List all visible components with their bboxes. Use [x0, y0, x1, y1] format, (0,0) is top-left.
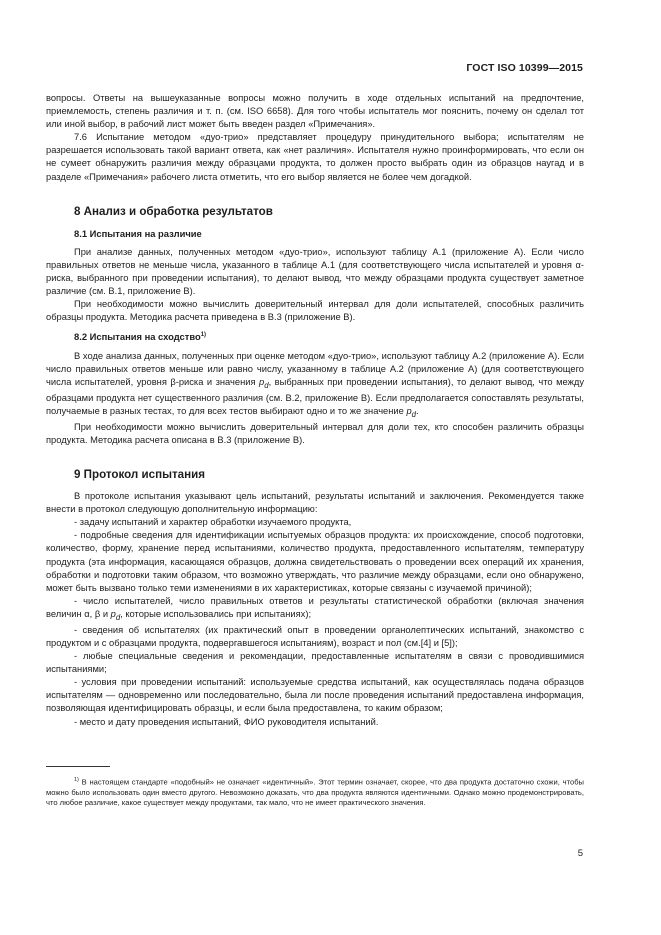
page-number: 5: [577, 848, 583, 859]
subsection-8-2-heading: [74, 329, 584, 343]
footnote-ref: 1): [200, 332, 207, 339]
list-item: - подробные сведения для идентификации испытуемых образцов продукта: их происхождение, способ подготовки, количество, форму, хранение перед испытаниями, количество продукта, предоставленного испытателям, температуру продукта (эта информация, касающаяся образцов, должна свидетельствовать о проведении всех операций их хранения, обработки и подготовки таким образом, что возможно утверждать, что различие между образцами, если оно обнаружено, может быть вызвано только теми изменениями в их характеристиках, которые связаны с изучаемой причиной);: [46, 530, 584, 593]
footnote-divider: [46, 766, 110, 767]
list-item: - задачу испытаний и характер обработки изучаемого продукта,: [74, 517, 352, 528]
text-run: .: [415, 405, 419, 416]
pd-symbol: $p_d$: [259, 376, 269, 390]
paragraph: вопросы. Ответы на вышеуказанные вопросы можно получить в ходе отдельных испытаний на предпочтение, приемлемость, степень различия и т. п. (см. ISO 6658). Для того чтобы испытатель мог пояснить, почему он сделал тот или иной выбор, в рабочий лист может быть введен раздел «Примечания».: [46, 93, 584, 130]
list-item: - условия при проведении испытаний: используемые средства испытаний, как осуществлялась подача образцов испытателям — одновременно или последовательно, была ли после проведения испытаний предоставлена информация, позволяющая идентифицировать образцы, и если была предоставлена, то каким образом;: [46, 677, 584, 714]
text-run: , выбранных при проведении испытания), то делают вывод, что между образцами продукта нет существенного различия (см. В.2, приложение В). Если предполагается сопоставлять результаты, получаемые в разных тестах, то для всех тестов выбирают одно и то же значение: [46, 376, 584, 416]
subsection-8-1-heading: 8.1 Испытания на различие: [74, 227, 202, 239]
paragraph-7-6: 7.6 Испытание методом «дуо-трио» представляет процедуру принудительного выбора; испытателям не разрешается использовать такой вариант ответа, как «нет различия». Испытателя нужно проинформировать, что если он не сумеет обнаружить различия между образцами продукта, то должен просто выбрать один из образцов наугад и в разделе «Примечания» рабочего листа отметить, что его выбор является не более чем догадкой.: [46, 132, 584, 182]
document-body: [46, 92, 584, 729]
paragraph: При анализе данных, полученных методом «дуо-трио», используют таблицу А.1 (приложение А). Если число правильных ответов не меньше числа, указанного в таблице А.1 (для соответствующего числа испытателей и уровня α-риска, выбранного при проведении испытания), то делают вывод, что между образцами продукта существует заметное различие (см. В.1, приложение В).: [46, 246, 584, 297]
pd-symbol: $p_d$: [406, 405, 416, 419]
pd-symbol: $p_d$: [110, 608, 121, 622]
section-8-heading: 8 Анализ и обработка результатов: [74, 204, 273, 218]
list-item: - место и дату проведения испытаний, ФИО руководителя испытаний.: [74, 716, 379, 727]
list-item: - сведения об испытателях (их практический опыт в проведении органолептических испытаний, знакомство с продуктом и с образцами продукта, подвергавшегося испытаниям), возраст и пол (см.[4] и [5]);: [46, 624, 584, 648]
section-9-heading: 9 Протокол испытания: [74, 468, 206, 481]
paragraph: [46, 350, 584, 421]
subsection-title: 8.2 Испытания на сходство: [74, 331, 201, 343]
paragraph: В протоколе испытания указывают цель испытаний, результаты испытаний и заключения. Рекомендуется также внести в протокол следующую дополнительную информацию:: [46, 491, 584, 515]
page-header-standard: ГОСТ ISO 10399—2015: [466, 62, 583, 74]
text-run: В ходе анализа данных, полученных при оценке методом «дуо-трио», используют таблицу А.2 (приложение А). Если число правильных ответов меньше или равно числу, указанному в таблице А.2 (приложение А) (для соответствующего числа испытателей, уровня β-риска и значения: [46, 350, 584, 387]
list-item: - число испытателей, число правильных ответов и результаты статистической обработки (включая значения величин α, β и $p_d$, которые использовались при испытаниях);: [46, 595, 584, 622]
footnote-text: $^{1)}$ В настоящем стандарте «подобный» не означает «идентичный». Этот термин означает, скорее, что два продукта достаточно схожи, чтобы можно было использовать один вместо другого. Невозможно доказать, что два продукта являются идентичными. Однако можно продемонстрировать, что любое различие, какое существует между продуктами, так мало, что не имеет практического значения.: [46, 776, 584, 808]
paragraph: При необходимости можно вычислить доверительный интервал для доли тех, кто способен различить образцы продукта. Методика расчета описана в В.3 (приложение В).: [46, 421, 584, 445]
list-item: - любые специальные сведения и рекомендации, предоставленные испытателям в связи с проводившимися испытаниями;: [46, 651, 584, 675]
footnote: [46, 766, 584, 817]
footnote-marker: 1): [74, 776, 79, 783]
paragraph: При необходимости можно вычислить доверительный интервал для доли испытателей, способных различить образцы продукта. Методика расчета приведена в В.3 (приложение В).: [46, 299, 584, 323]
